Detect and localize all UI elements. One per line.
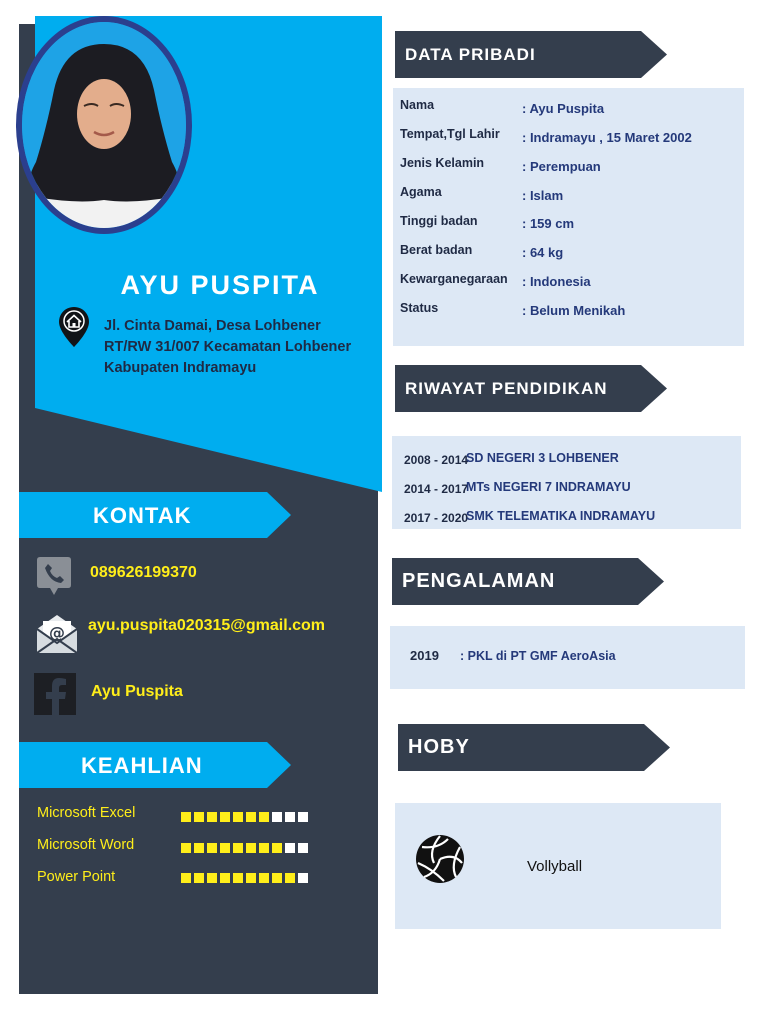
data-pribadi-heading: DATA PRIBADI [405, 45, 536, 64]
skill-level-square [207, 843, 217, 853]
skill-level-square [259, 812, 269, 822]
phone-row [36, 555, 197, 597]
skill-level-square [259, 843, 269, 853]
facebook-icon [34, 673, 76, 715]
experience-year-1: 2019 [410, 648, 439, 663]
edu-school-2: MTs NEGERI 7 INDRAMAYU [466, 480, 631, 494]
skill-label-word: Microsoft Word [37, 837, 135, 853]
skill-level-square [181, 812, 191, 822]
edu-years-2: 2014 - 2017 [404, 482, 469, 496]
value-tinggi-badan: : 159 cm [522, 216, 575, 231]
skill-level-square [207, 812, 217, 822]
address-line-3: Kabupaten Indramayu [104, 360, 257, 376]
value-status: : Belum Menikah [522, 303, 626, 318]
home-pin-icon [58, 306, 90, 348]
profile-photo-frame [16, 16, 192, 234]
riwayat-pendidikan-ribbon [395, 365, 667, 412]
label-agama: Agama [400, 185, 442, 199]
skill-bar-powerpoint [181, 873, 308, 883]
skill-level-square [233, 812, 243, 822]
kontak-ribbon [19, 492, 291, 538]
skill-level-square [220, 843, 230, 853]
email-address[interactable]: ayu.puspita020315@gmail.com [88, 617, 326, 634]
skill-level-square [272, 843, 282, 853]
profile-photo [22, 22, 186, 228]
skill-level-square [285, 873, 295, 883]
value-berat-badan: : 64 kg [522, 245, 564, 260]
label-tinggi-badan: Tinggi badan [400, 214, 478, 228]
pengalaman-ribbon [392, 558, 664, 605]
person-portrait-icon [22, 22, 186, 228]
experience-box [390, 626, 745, 689]
phone-icon [36, 555, 72, 597]
skill-level-square [259, 873, 269, 883]
education-box [392, 436, 741, 529]
pengalaman-heading: PENGALAMAN [402, 570, 556, 592]
skill-level-square [272, 873, 282, 883]
riwayat-pendidikan-heading: RIWAYAT PENDIDIKAN [405, 379, 608, 398]
skill-level-square [272, 812, 282, 822]
hoby-heading: HOBY [408, 736, 470, 758]
hobby-label: Vollyball [527, 858, 583, 875]
skill-level-square [285, 843, 295, 853]
edu-school-1: SD NEGERI 3 LOHBENER [466, 451, 619, 465]
skill-level-square [220, 873, 230, 883]
address [104, 316, 351, 379]
experience-detail-1: : PKL di PT GMF AeroAsia [460, 649, 616, 663]
value-agama: : Islam [522, 188, 564, 203]
label-kewarganegaraan: Kewarganegaraan [400, 272, 508, 286]
skill-level-square [233, 873, 243, 883]
label-berat-badan: Berat badan [400, 243, 473, 257]
skill-bar-word [181, 843, 308, 853]
skill-level-square [194, 873, 204, 883]
edu-school-3: SMK TELEMATIKA INDRAMAYU [466, 509, 656, 523]
facebook-name[interactable]: Ayu Puspita [91, 683, 183, 700]
hoby-ribbon [398, 724, 670, 771]
skill-level-square [246, 812, 256, 822]
skill-label-excel: Microsoft Excel [37, 805, 136, 821]
skill-level-square [246, 873, 256, 883]
value-nama: : Ayu Puspita [522, 101, 605, 116]
data-pribadi-ribbon [395, 31, 667, 78]
skill-level-square [220, 812, 230, 822]
skill-label-powerpoint: Power Point [37, 869, 116, 885]
keahlian-heading: KEAHLIAN [81, 753, 203, 778]
kontak-heading: KONTAK [93, 503, 192, 528]
skill-bar-excel [181, 812, 308, 822]
edu-years-3: 2017 - 2020 [404, 511, 469, 525]
volleyball-icon [414, 833, 466, 885]
profile-name: AYU PUSPITA [120, 270, 320, 300]
label-status: Status [400, 301, 439, 315]
label-jenis-kelamin: Jenis Kelamin [400, 156, 485, 170]
phone-number[interactable]: 089626199370 [90, 564, 197, 581]
skill-level-square [298, 812, 308, 822]
skill-level-square [233, 843, 243, 853]
label-nama: Nama [400, 98, 435, 112]
skill-level-square [246, 843, 256, 853]
email-row [36, 613, 325, 655]
label-tempat-tgl-lahir: Tempat,Tgl Lahir [400, 127, 500, 141]
email-icon [36, 613, 78, 655]
edu-years-1: 2008 - 2014 [404, 453, 469, 467]
skill-level-square [285, 812, 295, 822]
facebook-row [34, 673, 183, 715]
value-tempat-tgl-lahir: : Indramayu , 15 Maret 2002 [522, 130, 692, 145]
skill-level-square [207, 873, 217, 883]
address-line-1: Jl. Cinta Damai, Desa Lohbener [104, 318, 321, 334]
skill-level-square [194, 843, 204, 853]
hobby-box [395, 803, 721, 929]
skill-level-square [298, 843, 308, 853]
svg-text:@: @ [49, 623, 65, 642]
skill-level-square [194, 812, 204, 822]
keahlian-ribbon [19, 742, 291, 788]
value-kewarganegaraan: : Indonesia [522, 274, 591, 289]
value-jenis-kelamin: : Perempuan [522, 159, 601, 174]
personal-data-box [393, 88, 744, 346]
skill-level-square [181, 843, 191, 853]
skill-level-square [298, 873, 308, 883]
address-line-2: RT/RW 31/007 Kecamatan Lohbener [104, 339, 352, 355]
skill-level-square [181, 873, 191, 883]
